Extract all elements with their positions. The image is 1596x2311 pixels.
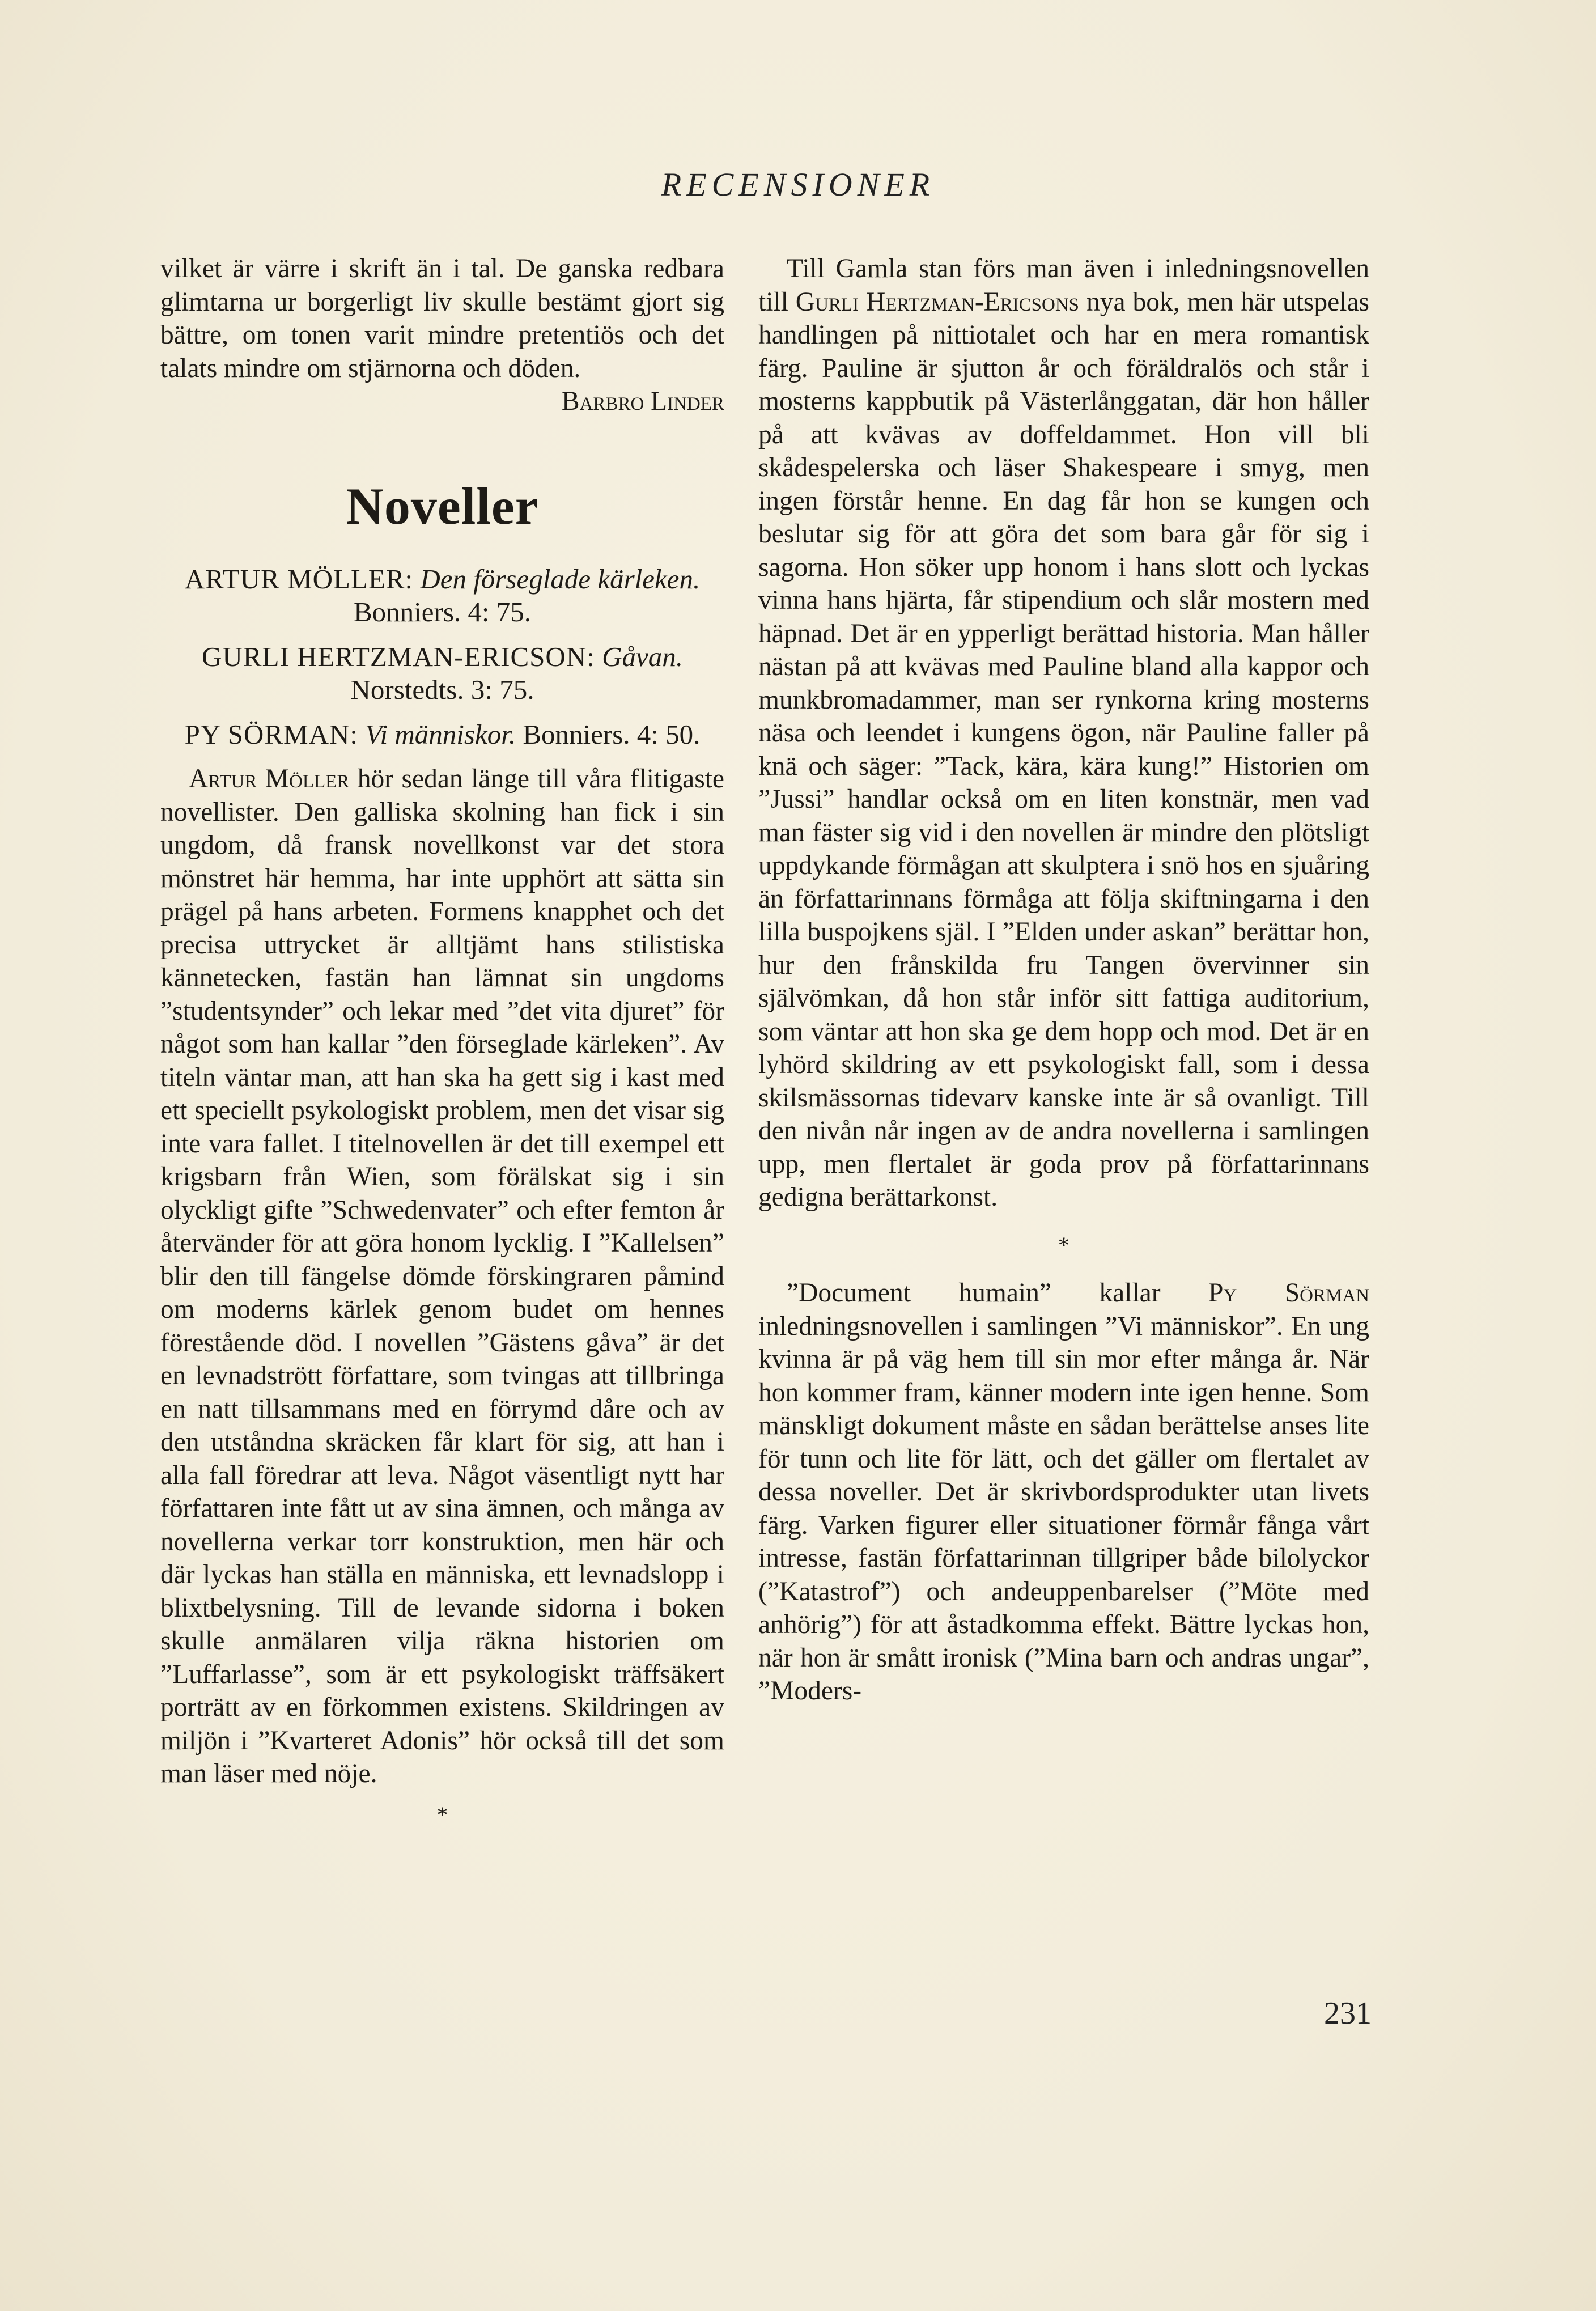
section-heading: Noveller [346, 477, 539, 535]
reviewer-signature: Barbro Linder [561, 387, 724, 416]
entry-details: Bonniers. 4: 75. [353, 596, 532, 627]
entry-title: Den förseglade kärleken. [420, 563, 701, 595]
author-name: Gurli Hertzman-Ericsons [795, 287, 1080, 317]
entry-details: Bonniers. 4: 50. [523, 718, 701, 750]
page-number: 231 [1324, 1996, 1372, 2031]
left-column [160, 252, 724, 1831]
entry-details: Norstedts. 3: 75. [350, 674, 534, 705]
review-paragraph-sorman: ”Document humain” kallar Py Sörman inledningsnovellen i samlingen ”Vi människor”. En ung kvinna är på väg hem till sin mor efter många år. När hon kommer fram, känner modern inte igen henne. Som mänskligt dokument måste en sådan berättelse anses lite för tunn och lite för lätt, och det gäller om flertalet av dessa noveller. Det är skrivbordsprodukter utan livets färg. Varken figurer eller situationer förmår fånga vårt intresse, fastän författarinnan tillgriper både bilolyckor (”Katastrof”) och andeuppenbarelser (”Möte med anhörig”) för att åstadkomma effekt. Bättre lyckas hon, när hon är smått ironisk (”Mina barn och andras ungar”, ”Moders- [758, 1278, 1370, 1706]
book-entry [160, 641, 724, 707]
book-entry [160, 563, 724, 629]
entry-title: Vi människor. [365, 718, 516, 750]
review-paragraph-hertzman: Till Gamla stan förs man även i inledningsnovellen till Gurli Hertzman-Ericsons nya bok, men här utspelas handlingen på nittiotalet och har en mera romantisk färg. Pauline är sjutton år och föräldralös och står i mosterns kappbutik på Västerlånggatan, där hon håller på att kvävas av doffeldammet. Hon vill bli skådespelerska och läser Shakespeare i smyg, men ingen förstår henne. En dag får hon se kungen och beslutar sig för att göra det som bara går för sig i sagorna. Hon söker upp honom i hans slott och lyckas vinna hans hjärta, får stipendium och slår mostern med häpnad. Det är en ypperligt berättad historia. Man håller nästan på att kvävas med Pauline bland alla kappor och munkbromadammer, man ser rynkorna kring mosterns näsa och leendet i kungens ögon, när Pauline faller på knä och säger: ”Tack, kära, kära kung!” Historien om ”Jussi” handlar också om en liten konstnär, men vad man fäster sig vid i den novellen är mindre den plötsligt uppdykande förmågan att skulptera i snö hos en sjuåring än författarinnans förmåga att följa skiftningarna i den lilla buspojkens själ. I ”Elden under askan” berättar hon, hur den frånskilda fru Tangen övervinner sin självömkan, då hon står inför sitt fattiga auditorium, som väntar att hon ska ge dem hopp och mod. Det är en lyhörd skildring av ett psykologiskt fall, som i dessa skilsmässornas tidevarv kanske inte är så ovanligt. Till den nivån når ingen av de andra novellerna i samlingen upp, men flertalet är goda prov på författarinnans gedigna berättarkonst. [758, 254, 1370, 1212]
review-paragraph-moller: Artur Möller hör sedan länge till våra flitigaste novellister. Den galliska skolning han fick i sin ungdom, då fransk novellkonst var det stora mönstret här hemma, har inte upphört att sätta sin prägel på hans arbeten. Formens knapphet och det precisa uttrycket är alltjämt hans stilistiska kännetecken, fastän han lämnat sin ungdoms ”studentsynder” och lekar med ”det vita djuret” för något som han kallar ”den förseglade kärleken”. Av titeln väntar man, att han ska ha gett sig i kast med ett speciellt psykologiskt problem, men det visar sig inte vara fallet. I titelnovellen är det till exempel ett krigsbarn från Wien, som förälskat sig i sin olyckligt gifte ”Schwedenvater” och efter femton år återvänder för att göra honom lycklig. I ”Kallelsen” blir den till fängelse dömde förskingraren påmind om moderns kärlek genom budet om hennes förestående död. I novellen ”Gästens gåva” är det en levnadstrött författare, som tvingas att tillbringa en natt tillsammans med en förrymd dåre och av den utståndna skräcken får klart för sig, att han i alla fall föredrar att leva. Något väsentligt nytt har författaren inte fått ut av sina ämnen, och många av novellerna verkar torr konstruktion, men här och där lyckas han ställa en människa, ett levnadslopp i blixtbelysning. Till de levande sidorna i boken skulle anmälaren vilja räkna historien om ”Luffarlasse”, som är ett psykologiskt träffsäkert porträtt av en förkommen existens. Skildringen av miljön i ”Kvarteret Adonis” hör också till det som man läser med nöje. [160, 764, 724, 1788]
running-head: RECENSIONER [661, 166, 935, 203]
review-lead-name: Artur Möller [189, 764, 350, 794]
entry-author: PY SÖRMAN: [184, 718, 358, 750]
section-separator: * [1058, 1232, 1069, 1258]
entry-author: GURLI HERTZMAN-ERICSON: [202, 641, 595, 672]
section-separator: * [436, 1801, 448, 1827]
author-name: Py Sörman [1208, 1278, 1370, 1308]
book-entry [160, 718, 724, 752]
intro-paragraph: vilket är värre i skrift än i tal. De ganska redbara glimtarna ur borgerligt liv skulle bestämt gjort sig bättre, om tonen varit mindre pretentiös och det talats mindre om stjärnorna och döden. Barbro Linder [160, 252, 724, 385]
entry-author: ARTUR MÖLLER: [184, 563, 414, 595]
right-column [758, 252, 1369, 1708]
entry-title: Gåvan. [602, 641, 683, 672]
